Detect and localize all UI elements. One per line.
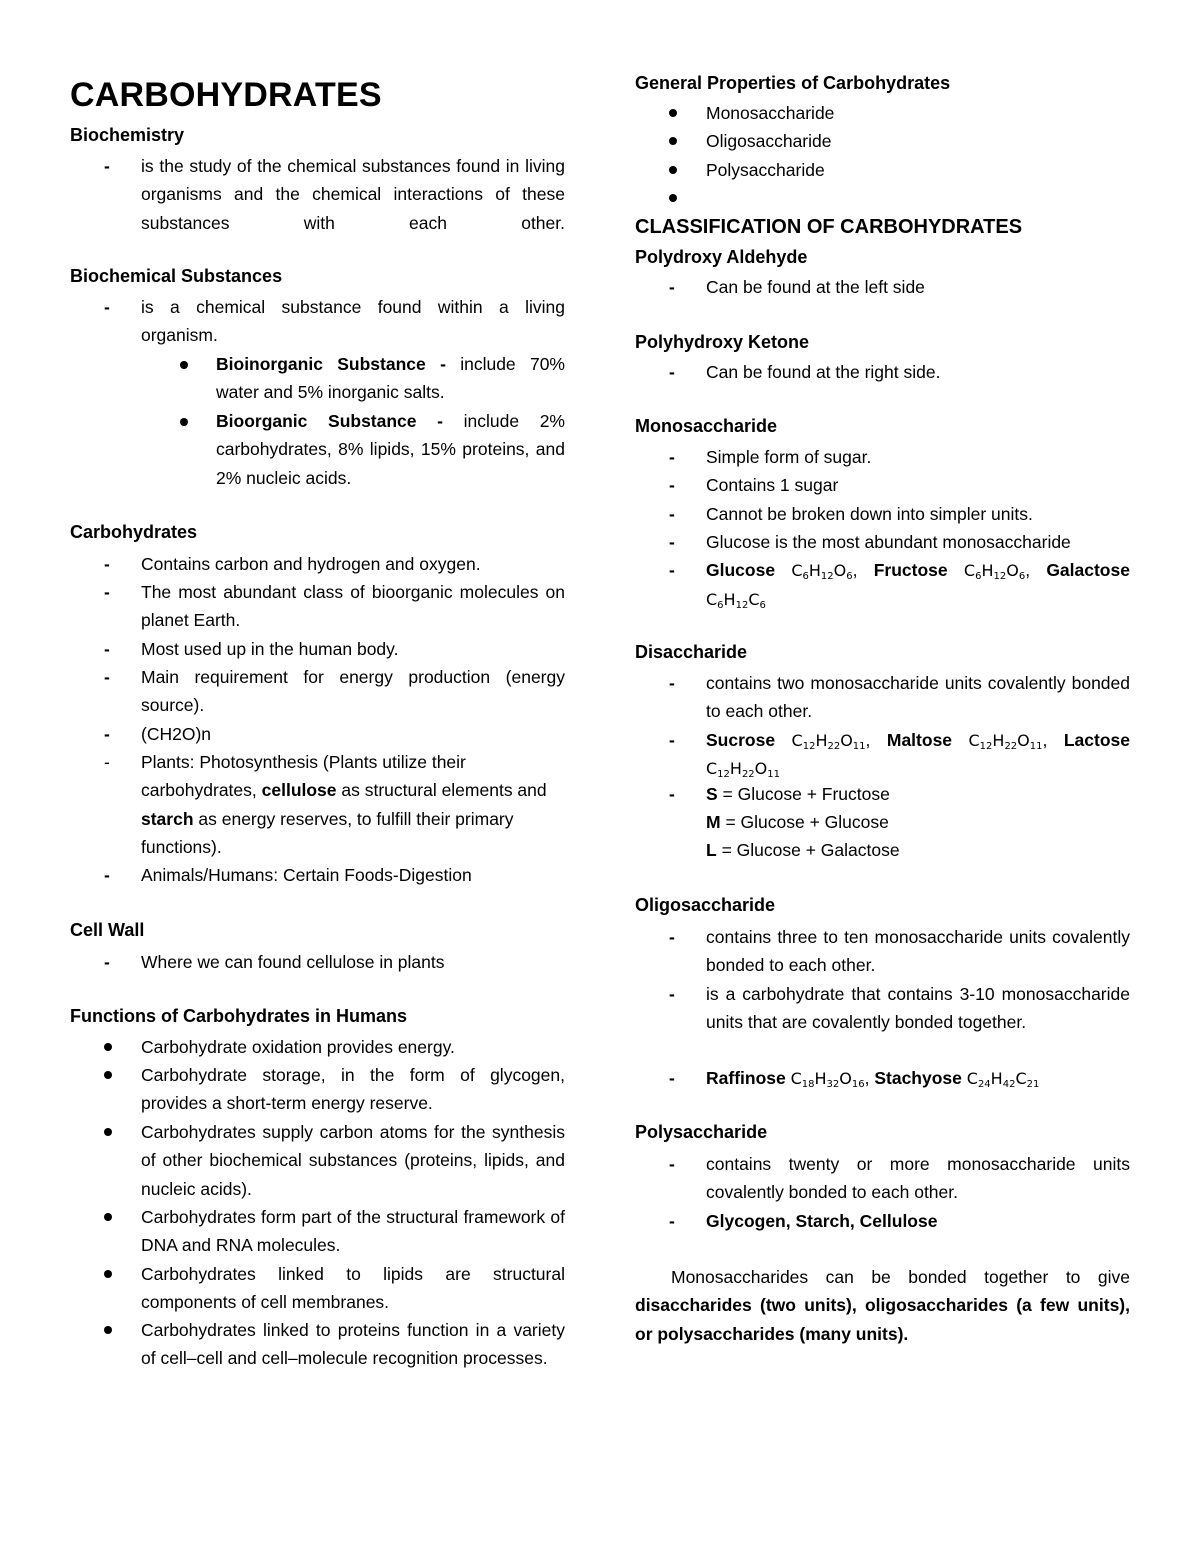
dash-marker: - [104, 724, 110, 744]
lactose-formula: $C_{12}H_{22}O_{11}$ [706, 759, 780, 780]
dash-marker: - [669, 927, 675, 947]
functions-heading: Functions of Carbohydrates in Humans [70, 1006, 408, 1026]
carbohydrates-item: The most abundant class of bioorganic molecules on planet Earth. [141, 582, 565, 631]
animals-item: Animals/Humans: Certain Foods-Digestion [141, 865, 472, 885]
bioorganic-item: Bioorganic Substance - include 2% carbohydrates, 8% lipids, 15% proteins, and 2% nucleic acids. [216, 411, 565, 488]
oligosaccharide-item: contains three to ten monosaccharide units covalently bonded to each other. [706, 927, 1130, 976]
carbohydrates-item: Main requirement for energy production (energy source). [141, 667, 565, 716]
dash-marker: - [669, 784, 675, 804]
maltose-composition: M = Glucose + Glucose [706, 812, 889, 832]
monosaccharide-examples: Glucose $C_6H_{12}O_6$, Fructose $C_6H_{12}O_6$, Galactose [706, 560, 1130, 582]
oligosaccharide-examples: Raffinose $C_{18}H_{32}O_{16}$, Stachyose $C_{24}H_{42}C_{21}$ [706, 1068, 1040, 1090]
lactose-composition: L = Glucose + Galactose [706, 840, 900, 860]
bullet-icon [104, 1071, 112, 1079]
dash-marker: - [669, 532, 675, 552]
biochemistry-definition: is the study of the chemical substances found in living organisms and the chemical interactions of these substances with each other. [141, 156, 565, 233]
ketone-heading: Polyhydroxy Ketone [635, 332, 810, 352]
bullet-icon [104, 1270, 112, 1278]
function-item: Carbohydrates linked to lipids are structural components of cell membranes. [141, 1264, 565, 1313]
dash-marker: - [669, 984, 675, 1004]
dash-marker: - [669, 277, 675, 297]
cell-wall-item: Where we can found cellulose in plants [141, 952, 445, 972]
polysaccharide-item: contains twenty or more monosaccharide units covalently bonded to each other. [706, 1154, 1130, 1203]
dash-marker: - [104, 667, 110, 687]
bullet-icon [104, 1326, 112, 1334]
ketone-item: Can be found at the right side. [706, 362, 941, 382]
carbohydrates-item: Contains carbon and hydrogen and oxygen. [141, 554, 481, 574]
dash-marker: - [669, 475, 675, 495]
bullet-icon [104, 1043, 112, 1051]
plants-item: Plants: Photosynthesis (Plants utilize their carbohydrates, cellulose as structural elements and starch as energy reserves, to fulfill their primary functions). [141, 752, 547, 857]
aldehyde-heading: Polydroxy Aldehyde [635, 247, 808, 267]
aldehyde-item: Can be found at the left side [706, 277, 925, 297]
dash-marker: - [669, 1154, 675, 1174]
dash-marker: - [104, 297, 110, 317]
disaccharide-examples: Sucrose $C_{12}H_{22}O_{11}$, Maltose $C_{12}H_{22}O_{11}$, Lactose [706, 730, 1130, 752]
bioinorganic-item: Bioinorganic Substance - include 70% water and 5% inorganic salts. [216, 354, 565, 403]
disaccharide-item: contains two monosaccharide units covalently bonded to each other. [706, 673, 1130, 722]
dash-marker: - [104, 639, 110, 659]
general-property-item: Polysaccharide [706, 160, 825, 180]
function-item: Carbohydrate storage, in the form of glycogen, provides a short-term energy reserve. [141, 1065, 565, 1114]
function-item: Carbohydrates supply carbon atoms for the synthesis of other biochemical substances (proteins, lipids, and nucleic acids). [141, 1122, 565, 1199]
dash-marker: - [104, 582, 110, 602]
general-property-item: Oligosaccharide [706, 131, 832, 151]
bullet-icon [104, 1128, 112, 1136]
cell-wall-heading: Cell Wall [70, 920, 145, 940]
bullet-icon [180, 418, 188, 426]
function-item: Carbohydrate oxidation provides energy. [141, 1037, 455, 1057]
dash-marker: - [104, 554, 110, 574]
monosaccharide-item: Simple form of sugar. [706, 447, 872, 467]
monosaccharide-item: Contains 1 sugar [706, 475, 839, 495]
document-title: CARBOHYDRATES [70, 76, 382, 114]
dash-marker: - [669, 504, 675, 524]
dash-marker: - [104, 865, 110, 885]
general-properties-heading: General Properties of Carbohydrates [635, 73, 951, 93]
dash-marker: - [669, 447, 675, 467]
general-property-item: Monosaccharide [706, 103, 835, 123]
dash-marker: - [669, 1068, 675, 1088]
biochemistry-heading: Biochemistry [70, 125, 185, 145]
dash-marker: - [669, 673, 675, 693]
bullet-icon [104, 1213, 112, 1221]
function-item: Carbohydrates linked to proteins function in a variety of cell–cell and cell–molecule recognition processes. [141, 1320, 565, 1369]
carbohydrates-item: (CH2O)n [141, 724, 212, 744]
classification-heading: CLASSIFICATION OF CARBOHYDRATES [635, 216, 1023, 238]
dash-marker: - [669, 1211, 675, 1231]
monosaccharide-heading: Monosaccharide [635, 416, 778, 436]
oligosaccharide-item: is a carbohydrate that contains 3-10 monosaccharide units that are covalently bonded together. [706, 984, 1130, 1033]
carbohydrates-item: Most used up in the human body. [141, 639, 399, 659]
dash-marker: - [104, 752, 110, 772]
monosaccharide-item: Cannot be broken down into simpler units. [706, 504, 1033, 524]
polysaccharide-examples: Glycogen, Starch, Cellulose [706, 1211, 938, 1231]
summary-paragraph: Monosaccharides can be bonded together to give disaccharides (two units), oligosaccharides (a few units), or polysaccharides (many units). [635, 1267, 1130, 1344]
dash-marker: - [669, 362, 675, 382]
galactose-formula: $C_6H_{12}C_6$ [706, 590, 766, 611]
biochemical-substances-heading: Biochemical Substances [70, 266, 283, 286]
carbohydrates-heading: Carbohydrates [70, 522, 198, 542]
bullet-icon [669, 194, 677, 202]
bullet-icon [669, 109, 677, 117]
disaccharide-heading: Disaccharide [635, 642, 748, 662]
dash-marker: - [104, 156, 110, 176]
polysaccharide-heading: Polysaccharide [635, 1122, 768, 1142]
biochemical-substances-definition: is a chemical substance found within a living organism. [141, 297, 565, 346]
dash-marker: - [669, 730, 675, 750]
bullet-icon [669, 137, 677, 145]
oligosaccharide-heading: Oligosaccharide [635, 895, 776, 915]
bullet-icon [669, 166, 677, 174]
bullet-icon [180, 361, 188, 369]
dash-marker: - [104, 952, 110, 972]
function-item: Carbohydrates form part of the structural framework of DNA and RNA molecules. [141, 1207, 565, 1256]
sucrose-composition: S = Glucose + Fructose [706, 784, 890, 804]
dash-marker: - [669, 560, 675, 580]
monosaccharide-item: Glucose is the most abundant monosaccharide [706, 532, 1071, 552]
